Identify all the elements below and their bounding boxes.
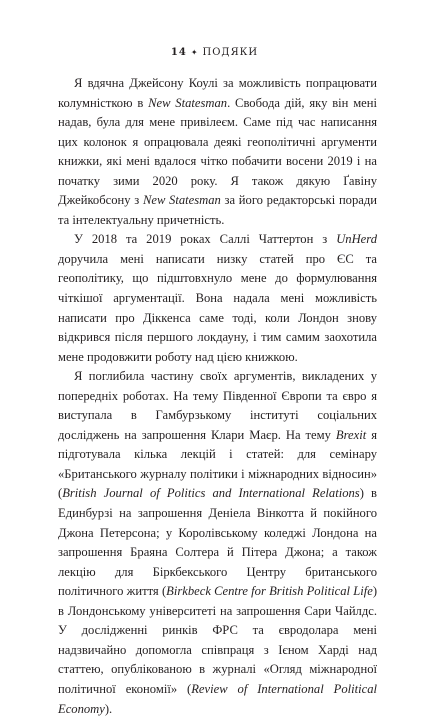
- body-text: [58, 74, 377, 719]
- text-run: ) в Единбурзі на запрошення Деніела Вінкотта й покійного Джона Петерсона; у Королівському коледжі Лондона на запрошення Браяна Солтера й Пітера Джона; а також лекцію для Біркбекського Центру британського політичного життя (: [58, 486, 377, 599]
- paragraph-2: [58, 230, 377, 367]
- section-title: ПОДЯКИ: [202, 47, 259, 58]
- text-run: за його редакторські поради та інтелектуальну причетність.: [58, 193, 378, 227]
- page-number: 14: [170, 47, 187, 58]
- italic-run: UnHerd: [336, 232, 377, 247]
- text-run: доручила мені написати низку статей про ЄС та геополітику, що підштовхнуло мене до формулювання чіткішої аргументації. Вона надала мені можливість написати про Діккенса саме тоді, коли Лондон знову відкрився після першого локдауну, і тим самим заохотила мене продовжити роботу над цією книжкою.: [58, 251, 377, 364]
- text-run: ).: [104, 701, 113, 716]
- italic-run: New Statesman: [148, 95, 228, 110]
- italic-run: Review of International Political Economy: [58, 681, 377, 716]
- paragraph-3: [58, 367, 377, 719]
- text-run: я підготувала кілька лекцій і статей: для семінару «Британського журналу політики і міжнародних відносин» (: [58, 427, 377, 501]
- text-run: . Свобода дій, яку він мені надав, була для мене привілеєм. Саме під час написання цих колонок я опрацювала деякі геополітичні аргументи книжки, які мені вдалося чітко побачити восени 2019 і на початку зими 2020 року. Я також дякую Ґавіну Джейкобсону з: [58, 95, 378, 208]
- italic-run: British Journal of Politics and International Relations: [62, 486, 360, 501]
- text-run: У 2018 та 2019 роках Саллі Чаттертон з: [74, 232, 337, 247]
- running-head: [0, 47, 429, 59]
- text-run: Я вдячна Джейсону Коулі за можливість попрацювати колумністкою в: [58, 76, 377, 110]
- italic-run: New Statesman: [142, 193, 221, 208]
- italic-run: Brexit: [335, 427, 367, 442]
- text-run: ) в Лондонському університеті на запрошення Сари Чайлдс. У дослідженні ринків ФРС та євродолара мені надзвичайно допомогла співпраця з Ієном Харді над статтею, опублікованою в журналі «Огляд міжнародної політичної економії» (: [58, 584, 378, 696]
- italic-run: Birkbeck Centre for British Political Life: [166, 584, 373, 599]
- separator-ornament: ✦: [190, 48, 199, 57]
- text-run: Я поглибила частину своїх аргументів, викладених у попередніх роботах. На тему Південної Європи та євро я виступала в Гамбурзькому інституті соціальних досліджень на запрошення Клари Маєр. На тему: [58, 369, 377, 442]
- paragraph-1: [58, 74, 377, 230]
